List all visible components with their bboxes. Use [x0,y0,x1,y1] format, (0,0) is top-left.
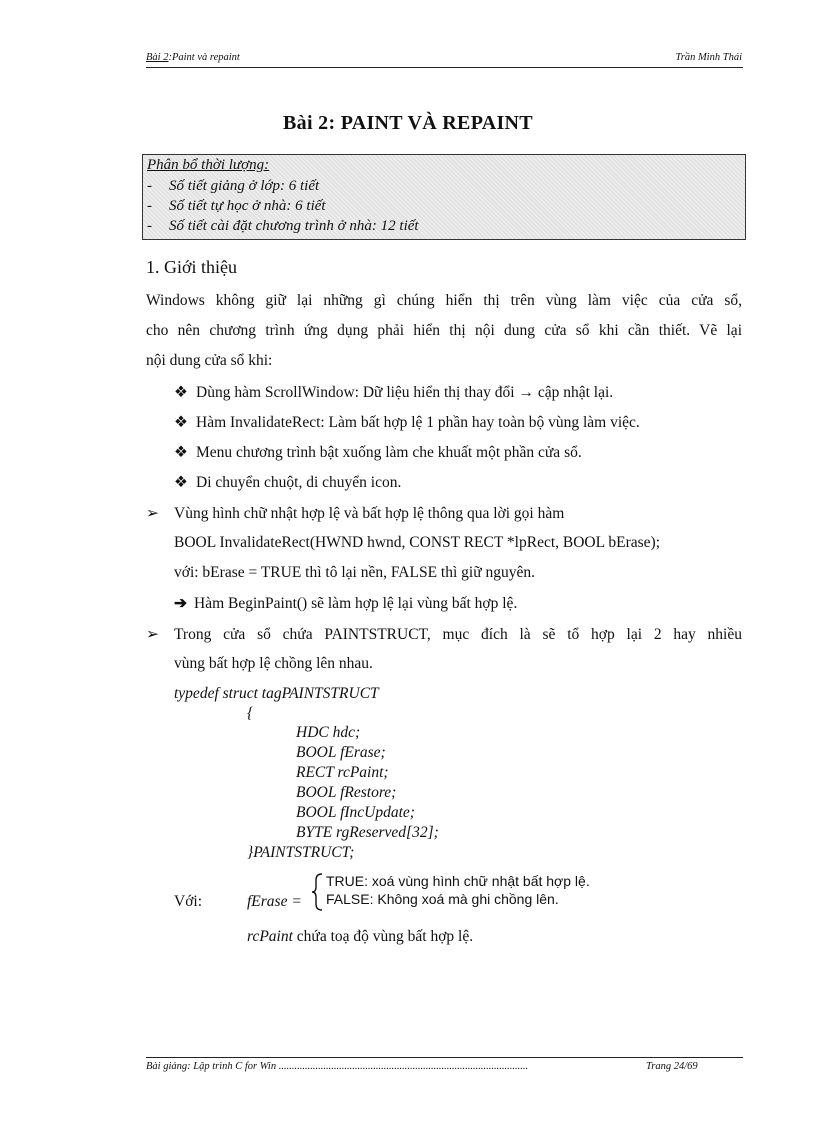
code-field: HDC hdc; [296,724,361,741]
rcpaint-desc: chứa toạ độ vùng bất hợp lệ. [292,928,474,945]
bullet-item: ❖ Hàm InvalidateRect: Làm bất hợp lệ 1 phần hay toàn bộ vùng làm việc. [174,414,640,431]
code-typedef: typedef struct tagPAINTSTRUCT [174,685,379,702]
footer-left: Bài giảng: Lập trình C for Win ............................................................................................... [146,1061,529,1072]
code-field: BOOL fIncUpdate; [296,804,415,821]
rcpaint-name: rcPaint [247,928,293,945]
time-box-item: - Số tiết cài đặt chương trình ở nhà: 12 tiết [147,218,419,234]
time-box-heading: Phân bổ thời lượng: [147,157,270,173]
arrow-item: ➢ Vùng hình chữ nhật hợp lệ và bất hợp lệ thông qua lời gọi hàm [146,505,565,522]
ferase-true-line: TRUE: xoá vùng hình chữ nhật bất hợp lệ. [326,873,590,889]
beginpaint-note: ➔ Hàm BeginPaint() sẽ làm hợp lệ lại vùng bất hợp lệ. [174,595,518,612]
intro-paragraph-line: Windows không giữ lại những gì chúng hiển thị trên vùng làm việc của cửa sổ, [146,292,742,309]
header-lesson-title: :Paint và repaint [168,52,240,63]
ferase-false-line: FALSE: Không xoá mà ghi chồng lên. [326,891,559,907]
page-title: Bài 2: PAINT VÀ REPAINT [283,112,533,134]
header-left [146,52,240,63]
with-label: Với: [174,893,203,910]
ferase-label: fErase = [247,893,302,910]
code-field: RECT rcPaint; [296,764,389,781]
intro-paragraph-line: nội dung cửa sổ khi: [146,352,273,369]
berase-note: với: bErase = TRUE thì tô lại nền, FALSE thì giữ nguyên. [174,564,535,581]
rcpaint-line [247,928,473,946]
time-allocation-box [142,154,746,240]
bullet-diamond-icon: ❖ [174,384,188,401]
curly-brace-icon [310,872,324,912]
bullet-diamond-icon: ❖ [174,414,188,431]
code-field: BOOL fErase; [296,744,386,761]
arrow-bullet-icon: ➢ [146,505,159,522]
code-open-brace: { [247,705,254,722]
footer-page-number: Trang 24/69 [646,1061,698,1072]
arrow-item: ➢ Trong cửa sổ chứa PAINTSTRUCT, mục đích là sẽ tổ hợp lại 2 hay nhiều [146,626,742,643]
bullet-item: ❖ Dùng hàm ScrollWindow: Dữ liệu hiển thị thay đổi → cập nhật lại. [174,384,614,401]
arrow-bullet-icon: ➢ [146,626,159,643]
header-author: Trần Minh Thái [675,52,742,63]
footer-rule [146,1057,743,1058]
bullet-diamond-icon: ❖ [174,444,188,461]
arrow-item-continuation: vùng bất hợp lệ chồng lên nhau. [174,655,373,672]
bullet-item: ❖ Menu chương trình bật xuống làm che khuất một phần cửa sổ. [174,444,582,461]
bullet-item: ❖ Di chuyển chuột, di chuyển icon. [174,474,402,491]
code-close: }PAINTSTRUCT; [247,844,355,861]
header-lesson-link: Bài 2 [146,52,169,63]
time-box-item: - Số tiết giảng ở lớp: 6 tiết [147,178,320,194]
header-rule [146,67,743,68]
bullet-diamond-icon: ❖ [174,474,188,491]
bold-arrow-icon: ➔ [174,595,187,612]
intro-paragraph-line: cho nên chương trình ứng dụng phải hiển thị nội dung cửa sổ khi cần thiết. Vẽ lại [146,322,742,339]
code-field: BOOL fRestore; [296,784,397,801]
section-heading: 1. Giới thiệu [146,257,238,277]
code-field: BYTE rgReserved[32]; [296,824,439,841]
time-box-item: - Số tiết tự học ở nhà: 6 tiết [147,198,326,214]
function-prototype: BOOL InvalidateRect(HWND hwnd, CONST RECT *lpRect, BOOL bErase); [174,534,661,551]
